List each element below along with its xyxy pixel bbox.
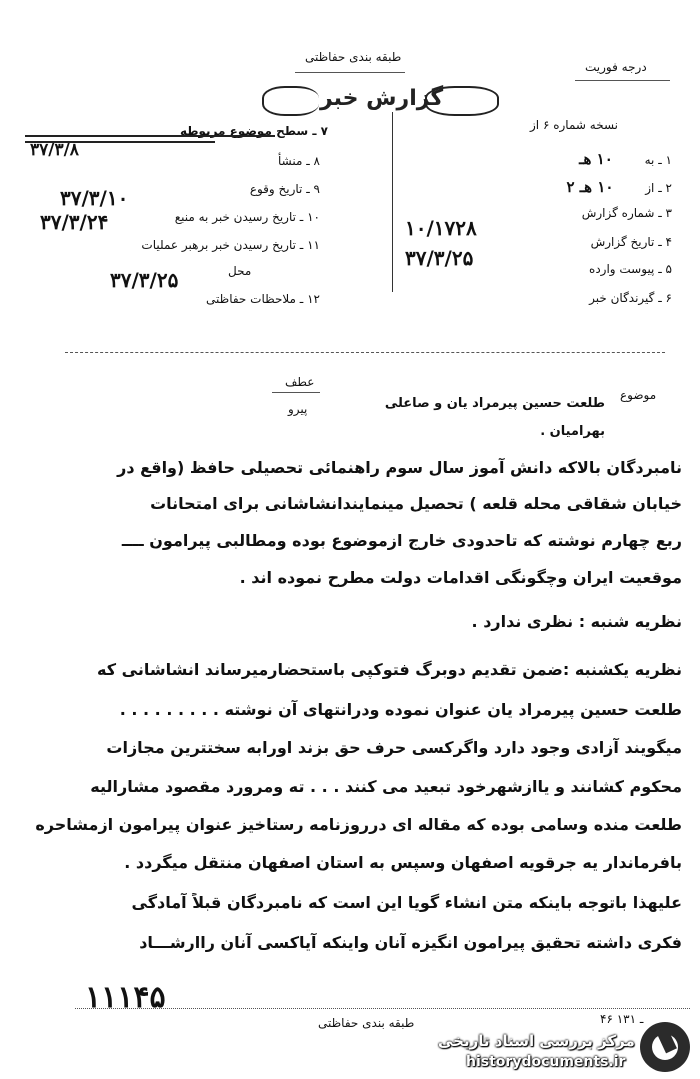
classification-bottom: طبقه بندی حفاظتی: [318, 1016, 415, 1030]
report-title: گزارش خبر: [320, 86, 444, 111]
field-report-number-label: ۳ ـ شماره گزارش: [581, 206, 672, 220]
field-operations-date: [141, 238, 320, 252]
subject-text-line2: بهرامیان .: [540, 424, 605, 439]
field-operations-date-value: ۳۷/۳/۲۵: [110, 268, 179, 292]
body-line: نظریه شنبه : نظری ندارد .: [471, 612, 682, 631]
place-label: محل: [228, 264, 252, 278]
body-line: نظریه یکشنبه :ضمن تقدیم دوبرگ فتوکپی باستحضارمیرساند انشاشانی که: [97, 660, 682, 679]
watermark-title: مرکز بررسی اسناد تاریخی: [438, 1032, 635, 1050]
column-divider: [392, 112, 393, 292]
body-line: طلعت منده وسامی بوده که مقاله ای درروزنامه رستاخیز عنوان پیرامون ازمشاحره: [35, 815, 682, 834]
form-code: ۴۶ ـ ۱۳۱: [600, 1012, 644, 1026]
field-source-date: [175, 210, 320, 224]
body-line: موقعیت ایران وچگونگی اقدامات دولت مطرح نموده اند .: [239, 568, 682, 587]
body-line: خیابان شقاقی محله قلعه ) تحصیل مینمایندانشاشانی برای امتحانات: [150, 494, 682, 513]
body-line: طلعت حسین پیرمراد یان عنوان نموده ودرانتهای آن نوشته . . . . . . . . .: [119, 700, 682, 719]
body-line: فکری داشته تحقیق پیرامون انگیزه آنان واینکه آیاکسی آنان راارشـــاد: [139, 933, 682, 952]
stamp-scribble-left: [262, 86, 319, 116]
field-report-date: [591, 235, 672, 249]
handwritten-number: ۱۱۱۴۵: [85, 980, 166, 1015]
field-to-value: ۱۰ هـ: [579, 150, 613, 168]
subject-label: موضوع: [620, 388, 657, 402]
field-attachment: [589, 262, 672, 276]
field-security-notes-label: ۱۲ ـ ملاحظات حفاظتی: [206, 292, 320, 306]
body-line: ربع چهارم نوشته که تاحدودی خارج ازموضوع بوده ومطالبی پیرامون ــــ: [121, 531, 682, 550]
classification-top: طبقه بندی حفاظتی: [305, 50, 402, 64]
field-recipients-label: ۶ ـ گیرندگان خبر: [589, 291, 672, 305]
watermark-logo-icon: [640, 1022, 690, 1072]
field-to-label: ۱ ـ به: [644, 153, 672, 167]
field-from: [567, 178, 673, 196]
field-source-date-value: ۳۷/۳/۲۴: [40, 210, 109, 234]
watermark-url: historydocuments.ir: [466, 1054, 626, 1070]
field-event-date-value: ۳۷/۳/۱۰: [60, 186, 129, 210]
field-attachment-label: ۵ ـ پیوست وارده: [589, 262, 672, 276]
body-line: بافرماندار یه جرقویه اصفهان وسپس به استان اصفهان منتقل میگردد .: [124, 853, 682, 872]
priority-label: درجه فوریت: [585, 60, 647, 74]
field-security-notes: [206, 292, 320, 306]
body-line: محکوم کشانند و یاازشهرخود تبعید می کنند . . . ته ومرورد مقصود مشارالیه: [90, 777, 682, 796]
field-report-date-label: ۴ ـ تاریخ گزارش: [590, 235, 672, 249]
classification-top-underline: [295, 72, 405, 73]
field-subject-level-value: ۳۷/۳/۸: [30, 140, 79, 160]
field-report-number: [582, 206, 672, 220]
priority-underline: [575, 80, 670, 81]
field-subject-level-label: ۷ ـ سطح موضوع مربوطه: [179, 124, 328, 138]
field-source-date-label: ۱۰ ـ تاریخ رسیدن خبر به منبع: [174, 210, 320, 224]
field-report-date-value: ۳۷/۳/۲۵: [405, 246, 474, 270]
strikethrough-line-1: [25, 135, 275, 137]
field-origin: [278, 154, 320, 168]
field-event-date: [250, 182, 320, 196]
body-line: علیهذا باتوجه باینکه متن انشاء گویا این است که نامبردگان قبلاً آمادگی: [131, 893, 682, 912]
copy-number: نسخه شماره ۶ از: [530, 118, 618, 132]
body-line: نامبردگان بالاکه دانش آموز سال سوم راهنمائی تحصیلی حافظ (واقع در: [117, 458, 682, 477]
stamp-scribble-right: [425, 86, 499, 116]
pirou-label: پیرو: [288, 402, 308, 416]
field-to: [579, 150, 672, 168]
field-recipients: [589, 291, 672, 305]
field-report-number-value: ۱۰/۱۷۲۸: [405, 216, 477, 240]
subject-text-line1: طلعت حسین پیرمراد یان و صاعلی: [384, 396, 605, 411]
atf-underline: [272, 392, 320, 393]
field-from-label: ۲ ـ از: [645, 181, 672, 195]
field-from-value: ۱۰ هـ ۲: [566, 178, 614, 196]
field-event-date-label: ۹ ـ تاریخ وقوع: [249, 182, 320, 196]
strikethrough-line-2: [25, 141, 215, 143]
atf-label: عطف: [285, 375, 315, 389]
header-separator: [65, 352, 665, 353]
field-operations-date-label: ۱۱ ـ تاریخ رسیدن خبر برهبر عملیات: [141, 238, 320, 252]
footer-separator: [75, 1008, 690, 1009]
field-origin-label: ۸ ـ منشأ: [277, 154, 320, 168]
body-line: میگویند آزادی وجود دارد واگرکسی حرف حق بزند اورابه سختترین مجازات: [106, 738, 682, 757]
